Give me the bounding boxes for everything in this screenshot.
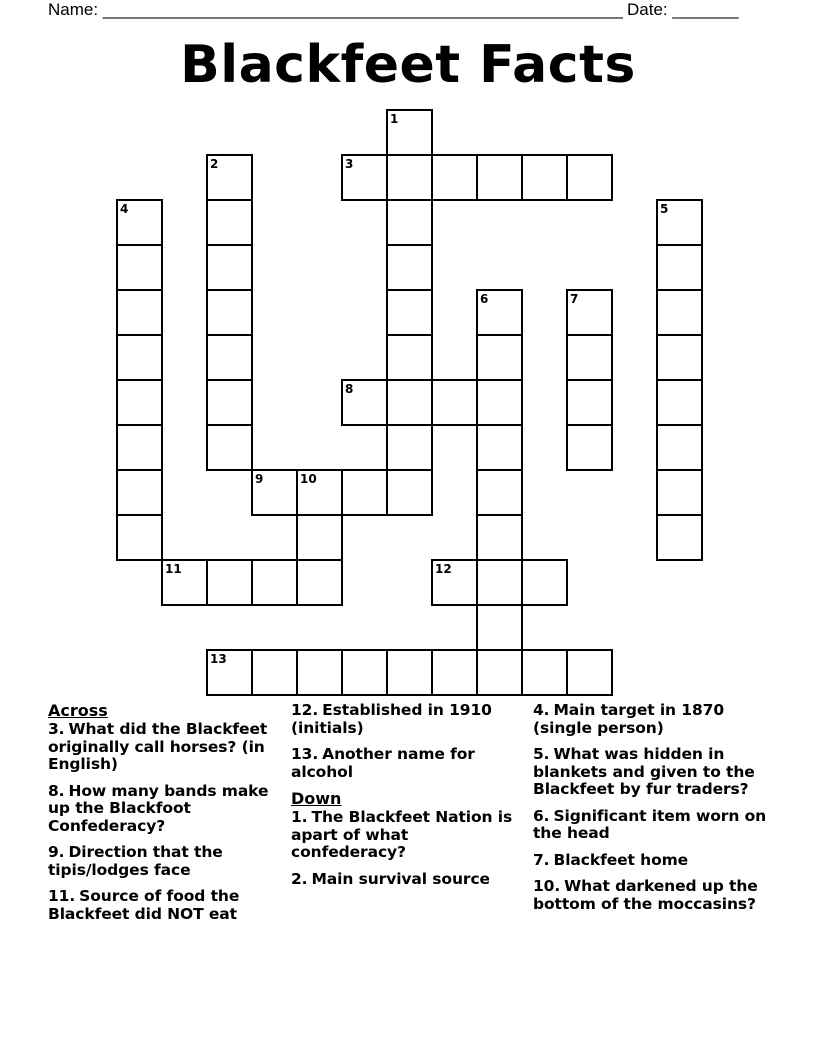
grid-cell[interactable] [477,290,522,335]
clue-text: Direction that the tipis/lodges face [48,843,223,879]
clue-down-7 [533,852,769,870]
clue-across-11 [48,888,284,923]
puzzle-title: Blackfeet Facts [180,35,636,95]
grid-cell[interactable] [207,245,252,290]
clue-number: 7. [533,850,550,869]
grid-cell[interactable] [477,335,522,380]
grid-cell[interactable] [252,470,297,515]
grid-cell[interactable] [207,155,252,200]
grid-cell[interactable] [387,470,432,515]
clue-number: 12. [291,701,319,719]
date-field-label: Date: _______ [627,0,739,19]
grid-cell[interactable] [567,155,612,200]
clue-number: 11. [48,887,76,905]
clue-down-5 [533,746,769,799]
grid-cell[interactable] [657,425,702,470]
cell-number: 3 [345,157,354,171]
clue-text: What darkened up the bottom of the moccasins? [533,877,758,913]
clue-number: 3. [48,720,65,738]
clue-text: How many bands make up the Blackfoot Confederacy? [48,781,269,835]
grid-cell[interactable] [477,425,522,470]
clue-text: Another name for alcohol [291,745,475,781]
clue-across-9 [48,844,284,879]
grid-cell[interactable] [207,200,252,245]
clue-number: 6. [533,806,550,825]
grid-cell[interactable] [477,380,522,425]
grid-cell[interactable] [477,470,522,515]
down-heading: Down [291,789,342,808]
grid-cell[interactable] [387,650,432,695]
grid-cell[interactable] [207,380,252,425]
grid-cell[interactable] [117,380,162,425]
grid-cell[interactable] [657,290,702,335]
grid-cell[interactable] [342,650,387,695]
grid-cell[interactable] [387,425,432,470]
grid-cell[interactable] [117,470,162,515]
clue-down-6 [533,808,769,843]
clue-number: 2. [291,869,308,888]
cell-number: 7 [570,292,579,306]
grid-cell[interactable] [297,515,342,560]
grid-cell[interactable] [657,380,702,425]
cell-number: 8 [345,382,354,396]
clue-across-3 [48,721,284,774]
cell-number: 13 [210,652,227,666]
clue-down-2 [291,871,527,889]
grid-cell[interactable] [522,155,567,200]
grid-cell[interactable] [567,335,612,380]
cell-number: 10 [300,472,317,486]
grid-cell[interactable] [387,200,432,245]
clue-text: Source of food the Blackfeet did NOT eat [48,887,240,923]
clue-down-4 [533,702,769,737]
grid-cell[interactable] [567,650,612,695]
grid-cell[interactable] [117,245,162,290]
clue-number: 8. [48,781,65,800]
clue-text: Main survival source [311,869,490,888]
grid-cell[interactable] [207,335,252,380]
clues-column-1 [48,702,284,932]
clue-number: 9. [48,843,65,861]
grid-cell[interactable] [432,650,477,695]
cell-number: 2 [210,157,219,171]
grid-cell[interactable] [342,380,387,425]
grid-cell[interactable] [432,380,477,425]
grid-cell[interactable] [342,155,387,200]
grid-cell[interactable] [522,650,567,695]
grid-cell[interactable] [207,560,252,605]
grid-cell[interactable] [297,470,342,515]
cell-number: 9 [255,472,264,486]
clue-number: 1. [291,808,308,826]
grid-cell[interactable] [477,605,522,650]
grid-cell[interactable] [657,200,702,245]
grid-cell[interactable] [657,470,702,515]
grid-cell[interactable] [567,380,612,425]
cell-number: 11 [165,562,182,576]
clue-text: Blackfeet home [553,850,689,869]
grid-cell[interactable] [207,425,252,470]
clues-column-3 [533,702,769,922]
grid-cell[interactable] [342,470,387,515]
grid-cell[interactable] [162,560,207,605]
grid-cell[interactable] [297,650,342,695]
grid-cell[interactable] [432,560,477,605]
grid-cell[interactable] [207,650,252,695]
clue-text: The Blackfeet Nation is apart of what confederacy? [291,808,513,861]
grid-cell[interactable] [117,335,162,380]
clue-number: 5. [533,745,550,763]
grid-cell[interactable] [387,110,432,155]
clue-text: Main target in 1870 (single person) [533,701,725,737]
clue-text: Significant item worn on the head [533,806,767,842]
grid-cell[interactable] [387,245,432,290]
grid-cell[interactable] [387,290,432,335]
grid-cell[interactable] [252,560,297,605]
clue-number: 13. [291,745,319,763]
clue-down-1 [291,809,527,862]
name-field-label: Name: _______________________________________________________ [48,0,623,19]
grid-cell[interactable] [477,560,522,605]
grid-cell[interactable] [657,335,702,380]
clue-across-13 [291,746,527,781]
grid-cell[interactable] [477,650,522,695]
grid-cell[interactable] [567,425,612,470]
clues-column-2 [291,702,527,897]
cell-number: 6 [480,292,489,306]
grid-cell[interactable] [117,290,162,335]
clue-across-8 [48,783,284,836]
cell-number: 1 [390,112,399,126]
grid-cell[interactable] [297,560,342,605]
cell-number: 12 [435,562,452,576]
grid-cell[interactable] [387,335,432,380]
clue-down-10 [533,878,769,913]
grid-cell[interactable] [252,650,297,695]
clue-text: What did the Blackfeet originally call horses? (in English) [48,720,268,773]
grid-cell[interactable] [117,515,162,560]
grid-cell[interactable] [117,200,162,245]
grid-cell[interactable] [387,155,432,200]
clue-text: Established in 1910 (initials) [291,701,492,737]
grid-cell[interactable] [477,155,522,200]
clue-across-12 [291,702,527,737]
grid-cell[interactable] [387,380,432,425]
grid-cell[interactable] [657,515,702,560]
clue-number: 4. [533,701,550,719]
grid-cell[interactable] [522,560,567,605]
grid-cell[interactable] [657,245,702,290]
grid-cell[interactable] [432,155,477,200]
grid-cell[interactable] [477,515,522,560]
across-heading: Across [48,701,108,720]
cell-number: 4 [120,202,129,216]
clue-text: What was hidden in blankets and given to the Blackfeet by fur traders? [533,745,755,798]
clue-number: 10. [533,877,561,895]
grid-cell[interactable] [567,290,612,335]
cell-number: 5 [660,202,669,216]
grid-cell[interactable] [117,425,162,470]
grid-cell[interactable] [207,290,252,335]
